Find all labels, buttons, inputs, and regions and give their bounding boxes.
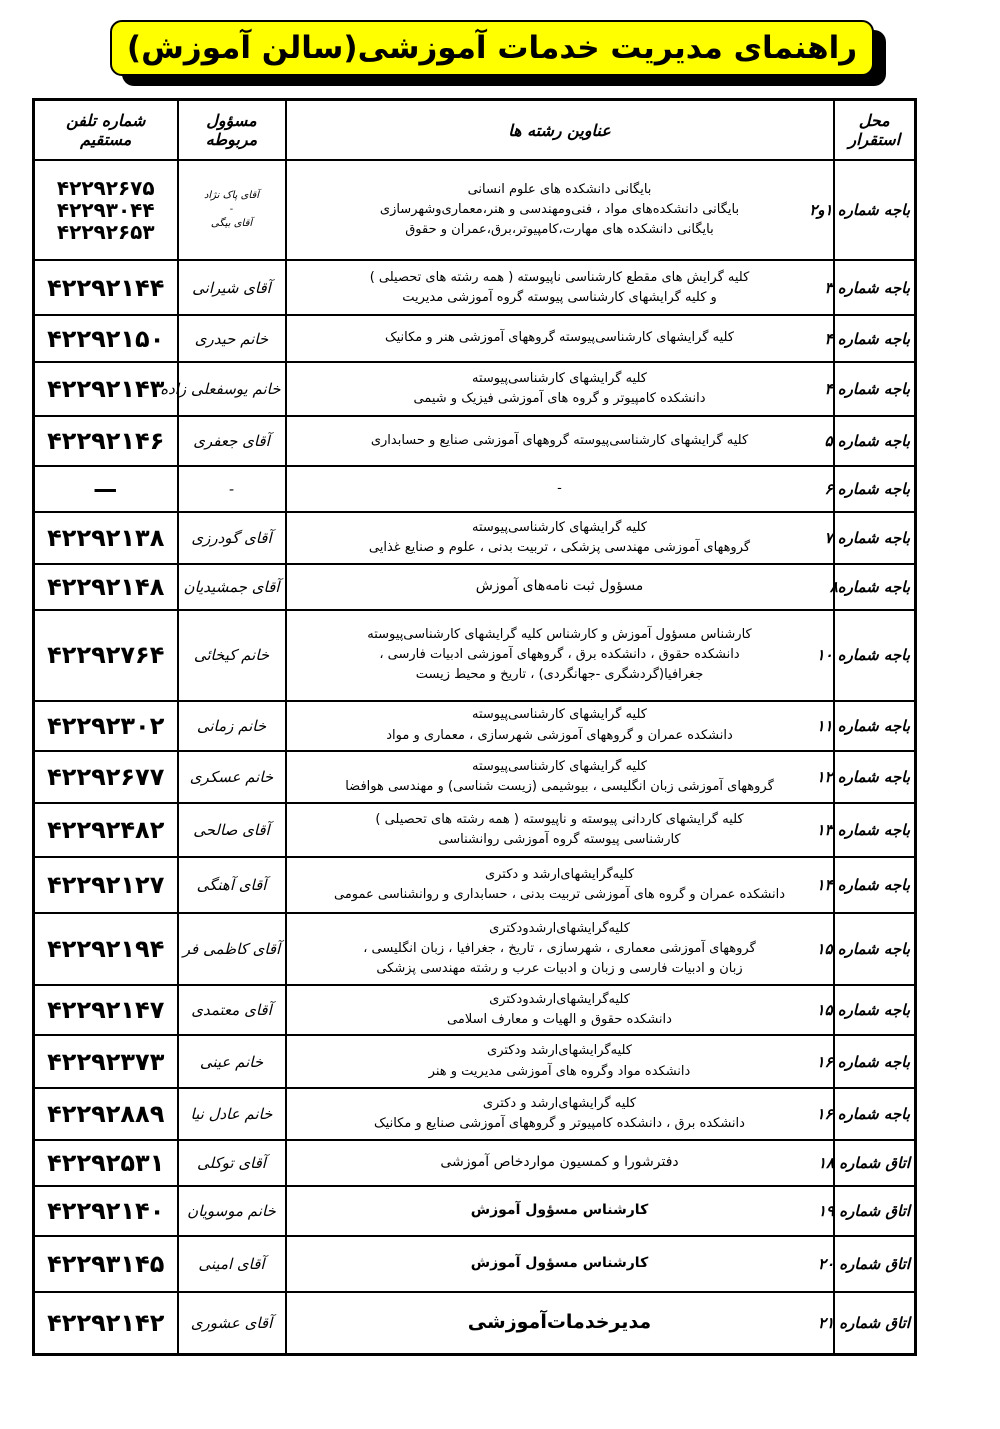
responsible-cell [178, 913, 286, 985]
subjects-cell [286, 362, 834, 416]
phone-cell [34, 362, 178, 416]
subject-line: گروههای آموزشی مهندسی پزشکی ، تربیت بدنی ، علوم و صنایع غذایی [368, 540, 751, 556]
table-row [34, 913, 916, 985]
location-cell: باجه شماره ۳ [834, 260, 916, 315]
table-row [34, 751, 916, 803]
phone-number: ۴۲۲۹۳۰۴۴ [56, 198, 155, 223]
responsible-name: خانم زمانی [196, 716, 267, 735]
phone-cell [34, 1140, 178, 1186]
phone-number: ۴۲۲۹۲۱۴۴ [47, 273, 165, 302]
subject-line: مسؤول ثبت نامه‌های آموزش [475, 578, 644, 595]
phone-number: ۴۲۲۹۲۶۷۷ [47, 762, 165, 791]
subjects-cell [286, 1140, 834, 1186]
location-cell: باجه شماره ۱۶ [834, 1088, 916, 1140]
responsible-cell [178, 1236, 286, 1292]
subjects-cell [286, 1186, 834, 1236]
phone-cell [34, 1186, 178, 1236]
responsible-name: آقای گودرزی [191, 529, 272, 548]
table-row [34, 466, 916, 512]
subjects-cell [286, 913, 834, 985]
subject-line: کلیه گرایشهای کارشناسی‌پیوسته [472, 758, 647, 774]
subject-line: کلیه گرایشهای کارشناسی‌پیوسته [472, 707, 647, 723]
responsible-cell [178, 1035, 286, 1087]
subject-line: گروههای آموزشی زبان انگلیسی ، بیوشیمی (زیست شناسی) و مهندسی هوافضا [345, 778, 774, 794]
phone-cell [34, 913, 178, 985]
subject-line: دانشکده عمران و گروههای آموزشی شهرسازی ، معماری و مواد [386, 727, 733, 743]
subjects-cell [286, 751, 834, 803]
subject-line: بایگانی دانشکده‌های مواد ، فنی‌ومهندسی و هنر،معماری‌وشهرسازی [379, 202, 740, 218]
phone-cell [34, 1088, 178, 1140]
subjects-cell [286, 315, 834, 361]
responsible-name: خانم موسویان [187, 1201, 276, 1220]
table-row [34, 1292, 916, 1354]
page-title: راهنمای مدیریت خدمات آموزشی(سالن آموزش) [126, 30, 858, 66]
location-cell: اتاق شماره ۱۸ [834, 1140, 916, 1186]
phone-cell [34, 564, 178, 610]
responsible-cell [160, 362, 286, 416]
responsible-name: خانم کیخائی [193, 646, 270, 665]
phone-number: ۴۲۲۹۲۶۵۳ [56, 220, 155, 245]
header-location: محل استقرار [834, 100, 916, 161]
header-row [34, 100, 916, 161]
location-cell: باجه شماره ۱۵ [834, 913, 916, 985]
table-row [34, 362, 916, 416]
subjects-cell [286, 466, 834, 512]
header-responsible: مسؤول مربوطه [178, 100, 286, 161]
subject-line: کلیه گرایشهای کارشناسی‌پیوسته [472, 370, 647, 386]
subject-line: کلیه‌گرایشهای‌ارشد ودکتری [487, 1043, 632, 1059]
subject-line: - [557, 480, 562, 496]
location-cell: باجه شماره۸ [834, 564, 916, 610]
table-row [34, 1088, 916, 1140]
subject-line: دانشکده عمران و گروه های آموزشی تربیت بدنی ، حسابداری و روانشناسی عمومی [334, 887, 785, 903]
subject-line: جغرافیا(گردشگری -جهانگردی) ، تاریخ و محیط زیست [415, 667, 704, 683]
subject-line: دانشکده حقوق و الهیات و معارف اسلامی [447, 1012, 672, 1028]
table-row [34, 803, 916, 857]
location-cell: باجه شماره ۱۳ [834, 803, 916, 857]
phone-number: ۴۲۲۹۳۱۴۵ [47, 1250, 165, 1279]
responsible-name: خانم یوسفعلی زاده [160, 379, 281, 398]
subjects-cell [286, 610, 834, 700]
responsible-name: آقای کاظمی فر [182, 940, 281, 959]
responsible-cell [178, 1140, 286, 1186]
subjects-cell [286, 160, 834, 260]
responsible-name: آقای معتمدی [191, 1001, 272, 1020]
responsible-cell [178, 1186, 286, 1236]
responsible-cell [178, 701, 286, 751]
location-cell: باجه شماره ۱۱ [834, 701, 916, 751]
phone-cell [34, 751, 178, 803]
responsible-name: آقای بیگی [210, 218, 253, 230]
phone-number: ۴۲۲۹۲۱۴۷ [47, 996, 165, 1025]
phone-cell [34, 416, 178, 466]
phone-number: ۴۲۲۹۲۱۹۴ [47, 935, 165, 964]
responsible-cell [178, 1292, 286, 1354]
phone-cell [34, 512, 178, 564]
location-cell: باجه شماره ۱و۲ [834, 160, 916, 260]
responsible-cell [178, 260, 286, 315]
responsible-cell [178, 466, 286, 512]
responsible-name: آقای پاک نژاد [203, 190, 260, 202]
subject-line: کارشناسی پیوسته گروه آموزشی روانشناسی [438, 831, 681, 847]
responsible-cell [178, 985, 286, 1035]
table-row [34, 1236, 916, 1292]
subjects-cell [286, 701, 834, 751]
phone-cell [34, 803, 178, 857]
subject-line: بایگانی دانشکده های علوم انسانی [467, 181, 652, 197]
table-row [34, 1035, 916, 1087]
responsible-name: آقای توکلی [197, 1153, 266, 1172]
phone-number: ۴۲۲۹۲۶۷۵ [56, 176, 155, 201]
location-cell: باجه شماره ۱۵ [834, 985, 916, 1035]
table-row [34, 416, 916, 466]
table-row [34, 985, 916, 1035]
phone-cell [34, 1292, 178, 1354]
location-cell: باجه شماره ۱۰ [834, 610, 916, 700]
subject-line: کلیه‌گرایشهای‌ارشدودکتری [489, 920, 630, 936]
phone-number: ۴۲۲۹۲۱۴۳ [47, 374, 165, 403]
location-cell: اتاق شماره ۲۰ [834, 1236, 916, 1292]
table-row [34, 610, 916, 700]
table-row [34, 260, 916, 315]
subject-line: کارشناس مسؤول آموزش [470, 1202, 649, 1219]
subject-line: کلیه گرایشهای کارشناسی‌پیوسته گروههای آموزشی هنر و مکانیک [384, 330, 735, 346]
phone-cell [34, 315, 178, 361]
responsible-name: آقای جعفری [193, 431, 270, 450]
subject-line: دفترشورا و کمسیون مواردخاص آموزشی [440, 1153, 679, 1170]
header-phone: شماره تلفن مستقیم [34, 100, 178, 161]
table-row [34, 857, 916, 913]
table-row [34, 1140, 916, 1186]
subject-line: کلیه گرایشهای‌ارشد و دکتری [482, 1095, 637, 1111]
phone-number: ۴۲۲۹۲۷۶۴ [47, 641, 165, 670]
responsible-name: آقای شیرانی [192, 278, 271, 297]
phone-number: ۴۲۲۹۲۱۵۰ [47, 324, 165, 353]
location-cell: باجه شماره ۱۶ [834, 1035, 916, 1087]
subject-line: مدیرخدمات‌آموزشی [467, 1311, 652, 1334]
location-cell: باجه شماره ۵ [834, 416, 916, 466]
subjects-cell [286, 260, 834, 315]
subject-line: کلیه‌گرایشهای‌ارشد و دکتری [484, 866, 635, 882]
subjects-cell [286, 512, 834, 564]
location-cell: باجه شماره ۱۲ [834, 751, 916, 803]
responsible-cell [178, 610, 286, 700]
location-cell: باجه شماره ۶ [834, 466, 916, 512]
phone-number: ۴۲۲۹۲۱۴۲ [47, 1309, 165, 1338]
location-cell: باجه شماره ۴ [834, 362, 916, 416]
responsible-name: آقای عشوری [190, 1314, 273, 1333]
subject-line: کارشناس مسؤول آموزش [470, 1255, 649, 1272]
phone-cell [34, 260, 178, 315]
phone-number: ۴۲۲۹۲۳۷۳ [47, 1047, 165, 1076]
phone-number: ۴۲۲۹۲۱۲۷ [47, 871, 165, 900]
phone-number: ۴۲۲۹۲۵۳۱ [47, 1148, 165, 1177]
responsible-name: - [228, 479, 235, 498]
subject-line: دانشکده حقوق ، دانشکده برق ، گروههای آموزشی ادبیات فارسی ، [379, 647, 740, 663]
subject-line: بایگانی دانشکده های مهارت،کامپیوتر،برق،عمران و حقوق [405, 222, 714, 238]
responsible-name: خانم عادل نیا [190, 1104, 273, 1123]
subject-line: دانشکده مواد وگروه های آموزشی مدیریت و هنر [428, 1063, 691, 1079]
phone-number: — [93, 474, 119, 503]
phone-number: ۴۲۲۹۲۸۸۹ [47, 1099, 165, 1128]
responsible-name: آقای آهنگی [196, 876, 267, 895]
header-subjects: عناوین رشته ها [286, 100, 834, 161]
table-row [34, 1186, 916, 1236]
phone-cell [34, 1035, 178, 1087]
subject-line: کلیه گرایش های مقطع کارشناسی ناپیوسته ( همه رشته های تحصیلی ) [369, 269, 750, 285]
location-cell: باجه شماره ۱۴ [834, 857, 916, 913]
phone-number: ۴۲۲۹۲۱۴۰ [47, 1196, 165, 1225]
table-row [34, 701, 916, 751]
subjects-cell [286, 857, 834, 913]
subject-line: گروههای آموزشی معماری ، شهرسازی ، تاریخ ، جغرافیا ، زبان انگلیسی ، [363, 941, 756, 957]
table-body [34, 160, 916, 1355]
phone-number: ۴۲۲۹۲۴۸۲ [47, 815, 165, 844]
responsible-name: آقای جمشیدیان [183, 578, 280, 597]
responsible-name: - [229, 204, 234, 216]
responsible-cell [178, 564, 286, 610]
location-cell: باجه شماره ۷ [834, 512, 916, 564]
subject-line: کارشناس مسؤول آموزش و کارشناس کلیه گرایشهای کارشناسی‌پیوسته [367, 627, 752, 643]
responsible-cell [178, 160, 286, 260]
subjects-cell [286, 1088, 834, 1140]
subjects-cell [286, 1236, 834, 1292]
subject-line: دانشکده کامپیوتر و گروه های آموزشی فیزیک و شیمی [413, 390, 706, 406]
subjects-cell [286, 803, 834, 857]
responsible-cell [178, 315, 286, 361]
subjects-cell [286, 416, 834, 466]
table-row [34, 564, 916, 610]
guide-table [32, 98, 917, 1356]
subject-line: کلیه گرایشهای کارشناسی‌پیوسته گروههای آموزشی صنایع و حسابداری [370, 432, 749, 448]
location-cell: اتاق شماره ۱۹ [834, 1186, 916, 1236]
phone-number: ۴۲۲۹۲۳۰۲ [47, 711, 165, 740]
subject-line: و کلیه گرایشهای کارشناسی پیوسته گروه آموزشی مدیریت [402, 289, 717, 305]
phone-number: ۴۲۲۹۲۱۴۸ [47, 573, 165, 602]
responsible-cell [178, 1088, 286, 1140]
table-row [34, 315, 916, 361]
subjects-cell [286, 985, 834, 1035]
phone-cell [34, 160, 178, 260]
table-row [34, 160, 916, 260]
table-row [34, 512, 916, 564]
responsible-name: خانم عسکری [189, 767, 274, 786]
responsible-cell [178, 857, 286, 913]
subject-line: زبان و ادبیات فارسی و زبان و ادبیات عرب و رشته مهندسی پزشکی [376, 961, 743, 977]
location-cell: باجه شماره ۴ [834, 315, 916, 361]
phone-cell [34, 985, 178, 1035]
title-banner [110, 20, 874, 76]
responsible-name: آقای امینی [198, 1255, 265, 1274]
phone-number: ۴۲۲۹۲۱۳۸ [47, 524, 165, 553]
responsible-name: خانم عینی [199, 1052, 264, 1071]
responsible-cell [178, 751, 286, 803]
subjects-cell [286, 1292, 834, 1354]
subjects-cell [286, 564, 834, 610]
phone-cell [34, 1236, 178, 1292]
phone-cell [34, 610, 178, 700]
responsible-cell [178, 803, 286, 857]
subject-line: دانشکده برق ، دانشکده کامپیوتر و گروههای آموزشی صنایع و مکانیک [374, 1115, 745, 1131]
subject-line: کلیه گرایشهای کاردانی پیوسته و ناپیوسته ( همه رشته های تحصیلی ) [375, 811, 744, 827]
subject-line: کلیه گرایشهای کارشناسی‌پیوسته [472, 519, 647, 535]
responsible-cell [178, 416, 286, 466]
phone-cell [34, 466, 178, 512]
phone-cell [34, 857, 178, 913]
responsible-name: خانم حیدری [194, 329, 269, 348]
responsible-name: آقای صالحی [193, 820, 270, 839]
location-cell: اتاق شماره ۲۱ [834, 1292, 916, 1354]
subject-line: کلیه‌گرایشهای‌ارشدودکتری [489, 992, 630, 1008]
phone-number: ۴۲۲۹۲۱۴۶ [47, 426, 165, 455]
subjects-cell [286, 1035, 834, 1087]
responsible-cell [178, 512, 286, 564]
phone-cell [34, 701, 178, 751]
